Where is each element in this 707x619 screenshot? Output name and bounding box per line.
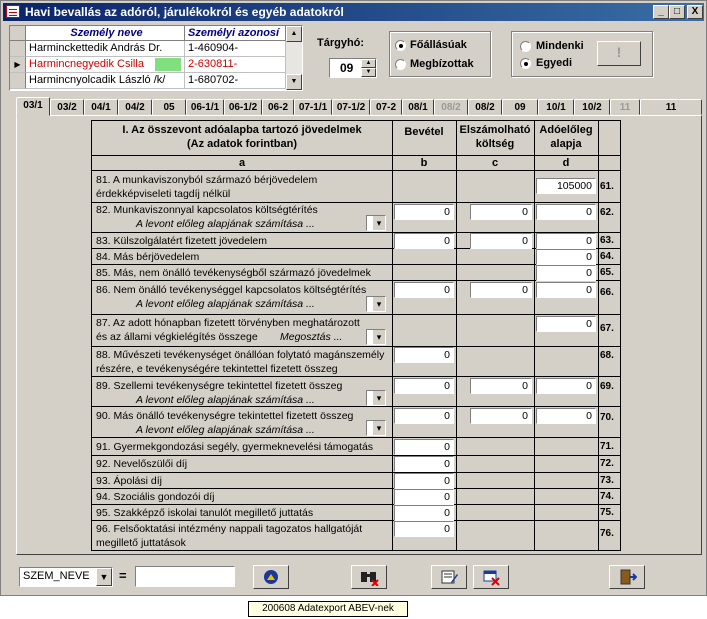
grid-line bbox=[456, 121, 457, 550]
grid-line bbox=[92, 520, 620, 521]
contractors-label[interactable]: Megbízottak bbox=[410, 58, 474, 70]
row-90-label bbox=[96, 409, 392, 437]
binoculars-icon bbox=[358, 568, 380, 586]
grid-line bbox=[92, 170, 620, 171]
row-84-label: 84. Más bérjövedelem bbox=[96, 251, 200, 263]
row-89-income-input[interactable]: 0 bbox=[394, 378, 454, 394]
info-button[interactable]: ! bbox=[597, 41, 641, 66]
row-89-tax-base-input[interactable]: 0 bbox=[536, 378, 596, 394]
chevron-down-icon[interactable]: ▼ bbox=[96, 568, 112, 586]
tab-05[interactable]: 05 bbox=[152, 99, 186, 115]
fulltime-radio[interactable] bbox=[395, 40, 406, 51]
col-letter-b: b bbox=[420, 157, 428, 169]
tab-11-disabled: 11 bbox=[610, 99, 640, 115]
row-83-label: 83. Külszolgálatért fizetett jövedelem bbox=[96, 235, 268, 247]
row-89-sub: A levont előleg alapjának számítása ... bbox=[136, 394, 315, 406]
col-letter-c: c bbox=[491, 157, 499, 169]
scroll-down-button[interactable]: ▼ bbox=[286, 74, 302, 90]
row-indicator bbox=[10, 73, 26, 89]
row-94-number: 74. bbox=[600, 491, 614, 502]
mode-group bbox=[389, 31, 491, 77]
row-84-tax-base-input[interactable]: 0 bbox=[536, 249, 596, 265]
row-89-title: 89. Szellemi tevékenységre tekintettel fizetett összeg bbox=[96, 380, 343, 392]
scroll-up-button[interactable]: ▲ bbox=[286, 26, 302, 42]
row-91-label: 91. Gyermekgondozási segély, gyermeknevelési támogatás bbox=[96, 441, 374, 453]
person-grid[interactable] bbox=[9, 25, 303, 91]
individual-radio[interactable] bbox=[520, 58, 531, 69]
row-86-tax-base-input[interactable]: 0 bbox=[536, 282, 596, 298]
period-label: Tárgyhó: bbox=[317, 37, 365, 49]
row-90-number: 70. bbox=[600, 412, 614, 423]
tab-03-1[interactable]: 03/1 bbox=[16, 97, 50, 116]
person-name-cell[interactable]: Harminckettedik András Dr. bbox=[26, 41, 185, 57]
everyone-radio[interactable] bbox=[520, 41, 531, 52]
row-93-number: 73. bbox=[600, 475, 614, 486]
grid-line bbox=[92, 346, 620, 347]
row-83-number: 63. bbox=[600, 235, 614, 246]
edit-cursor-block bbox=[155, 58, 181, 71]
row-87-split-combo[interactable] bbox=[366, 329, 386, 345]
row-82-calc-combo[interactable] bbox=[366, 215, 386, 231]
row-81-label: 81. A munkaviszonyból származó bérjövedelem érdekképviseleti tagdíj nélkül bbox=[96, 174, 318, 200]
row-83-income-input[interactable]: 0 bbox=[394, 233, 454, 249]
period-down-button[interactable]: ▼ bbox=[361, 68, 376, 77]
contractors-radio[interactable] bbox=[395, 59, 406, 70]
tab-07-1-1[interactable]: 07-1/1 bbox=[294, 99, 332, 115]
row-96-number: 76. bbox=[600, 528, 614, 539]
section-title: I. Az összevont adóalapba tartozó jövedelmek bbox=[122, 124, 362, 136]
row-93-income-input[interactable]: 0 bbox=[394, 473, 454, 489]
row-82-cost-input[interactable]: 0 bbox=[470, 204, 532, 220]
row-90-calc-combo[interactable] bbox=[366, 420, 386, 436]
search-go-icon bbox=[261, 568, 281, 586]
search-value-input[interactable] bbox=[135, 566, 235, 587]
person-id-cell[interactable]: 1-680702- bbox=[185, 73, 286, 89]
row-85-label: 85. Más, nem önálló tevékenységből származó jövedelmek bbox=[96, 267, 371, 279]
grid-line bbox=[92, 376, 620, 377]
window-title: Havi bevallás az adóról, járulékokról és egyéb adatokról bbox=[25, 5, 344, 19]
row-92-label: 92. Nevelőszülői díj bbox=[96, 458, 188, 470]
tab-08-2[interactable]: 08/2 bbox=[468, 99, 502, 115]
row-90-income-input[interactable]: 0 bbox=[394, 408, 454, 424]
app-icon bbox=[6, 5, 20, 18]
row-92-income-input[interactable]: 0 bbox=[394, 456, 454, 472]
row-89-calc-combo[interactable] bbox=[366, 390, 386, 406]
person-name-cell-selected[interactable] bbox=[26, 57, 185, 73]
delete-record-icon bbox=[481, 568, 501, 586]
row-86-title: 86. Nem önálló tevékenységgel kapcsolatos költségtérítés bbox=[96, 284, 367, 296]
person-name-selected-text: Harmincnegyedik Csilla bbox=[29, 57, 155, 73]
field-select-value: SZEM_NEVE bbox=[23, 570, 90, 582]
tab-06-2[interactable]: 06-2 bbox=[262, 99, 294, 115]
person-id-cell-selected[interactable]: 2-630811- bbox=[185, 57, 286, 73]
row-87-tax-base-input[interactable]: 0 bbox=[536, 316, 596, 332]
row-94-income-input[interactable]: 0 bbox=[394, 489, 454, 505]
current-row-indicator: ▶ bbox=[10, 57, 26, 73]
row-89-cost-input[interactable]: 0 bbox=[470, 378, 532, 394]
col-letter-a: a bbox=[238, 157, 246, 169]
row-86-label bbox=[96, 283, 392, 311]
col-header-costs: Elszámolható költség bbox=[459, 124, 531, 150]
row-83-cost-input[interactable]: 0 bbox=[470, 233, 532, 249]
title-bar bbox=[3, 3, 704, 21]
col-header-income: Bevétel bbox=[404, 126, 444, 138]
row-88-income-input[interactable]: 0 bbox=[394, 347, 454, 363]
fulltime-label[interactable]: Főállásúak bbox=[410, 39, 467, 51]
row-82-label bbox=[96, 203, 392, 231]
row-94-label: 94. Szociális gondozói díj bbox=[96, 491, 215, 503]
row-87-number: 67. bbox=[600, 323, 614, 334]
section-subtitle: (Az adatok forintban) bbox=[187, 138, 297, 150]
row-85-tax-base-input[interactable]: 0 bbox=[536, 265, 596, 281]
row-92-number: 72. bbox=[600, 458, 614, 469]
grid-line bbox=[534, 121, 535, 550]
row-86-number: 66. bbox=[600, 287, 614, 298]
tab-09[interactable]: 09 bbox=[502, 99, 538, 115]
row-86-calc-combo[interactable] bbox=[366, 296, 386, 312]
grid-line bbox=[92, 455, 620, 456]
row-88-label: 88. Művészeti tevékenységet önállóan folytató magánszemély részére, e tevékenységére tekintettel fizetett összeg bbox=[96, 349, 385, 375]
row-81-number: 61. bbox=[600, 181, 614, 192]
edit-button[interactable] bbox=[431, 565, 467, 589]
row-87-sub: Megosztás ... bbox=[280, 331, 343, 343]
row-93-label: 93. Ápolási díj bbox=[96, 475, 162, 487]
grid-line bbox=[92, 504, 620, 505]
person-id-cell[interactable]: 1-460904- bbox=[185, 41, 286, 57]
grid-line bbox=[92, 472, 620, 473]
tab-04-2[interactable]: 04/2 bbox=[118, 99, 152, 115]
row-89-number: 69. bbox=[600, 381, 614, 392]
period-value[interactable]: 09 bbox=[340, 61, 354, 75]
tab-08-2-disabled: 08/2 bbox=[434, 99, 468, 115]
row-86-cost-input[interactable]: 0 bbox=[470, 282, 532, 298]
row-indicator bbox=[10, 41, 26, 57]
grid-line bbox=[392, 121, 393, 550]
col-header-tax-base: Adóelőleg alapja bbox=[539, 124, 593, 150]
minimize-button[interactable]: _ bbox=[653, 5, 669, 19]
row-96-label: 96. Felsőoktatási intézmény nappali tagozatos hallgatóját megillető juttatások bbox=[96, 523, 363, 549]
row-82-title: 82. Munkaviszonnyal kapcsolatos költségtérítés bbox=[96, 204, 318, 216]
maximize-button[interactable]: □ bbox=[669, 5, 685, 19]
tab-03-2[interactable]: 03/2 bbox=[50, 99, 84, 115]
row-83-tax-base-input[interactable]: 0 bbox=[536, 233, 596, 249]
row-90-tax-base-input[interactable]: 0 bbox=[536, 408, 596, 424]
row-91-income-input[interactable]: 0 bbox=[394, 439, 454, 455]
equals-sign: = bbox=[119, 568, 127, 583]
tab-10-1[interactable]: 10/1 bbox=[538, 99, 574, 115]
row-95-income-input[interactable]: 0 bbox=[394, 505, 454, 521]
edit-form-icon bbox=[439, 568, 459, 586]
row-95-number: 75. bbox=[600, 507, 614, 518]
row-96-income-input[interactable]: 0 bbox=[394, 521, 454, 537]
row-86-sub: A levont előleg alapjának számítása ... bbox=[136, 298, 315, 310]
tab-11[interactable]: 11 bbox=[640, 99, 702, 115]
grid-corner bbox=[10, 26, 26, 41]
period-spinner[interactable] bbox=[329, 58, 377, 78]
row-90-title: 90. Más önálló tevékenységre tekintettel fizetett összeg bbox=[96, 410, 354, 422]
row-81-tax-base-input[interactable]: 105000 bbox=[536, 178, 596, 194]
grid-line bbox=[598, 121, 599, 550]
tab-06-1-1[interactable]: 06-1/1 bbox=[186, 99, 224, 115]
tab-08-1[interactable]: 08/1 bbox=[402, 99, 434, 115]
income-form-table bbox=[91, 120, 621, 551]
row-85-number: 65. bbox=[600, 267, 614, 278]
grid-line bbox=[92, 437, 620, 438]
find-button[interactable] bbox=[351, 565, 387, 589]
close-button[interactable]: X bbox=[687, 5, 703, 19]
person-name-cell[interactable]: Harmincnyolcadik László /k/ bbox=[26, 73, 185, 89]
delete-button[interactable] bbox=[473, 565, 509, 589]
individual-label[interactable]: Egyedi bbox=[536, 57, 573, 69]
everyone-label[interactable]: Mindenki bbox=[536, 40, 584, 52]
row-91-number: 71. bbox=[600, 441, 614, 452]
col-header-name[interactable]: Személy neve bbox=[26, 26, 185, 41]
row-89-label bbox=[96, 379, 392, 407]
exit-door-icon bbox=[617, 568, 637, 586]
row-84-number: 64. bbox=[600, 251, 614, 262]
tab-06-1-2[interactable]: 06-1/2 bbox=[224, 99, 262, 115]
tab-10-2[interactable]: 10/2 bbox=[574, 99, 610, 115]
row-82-number: 62. bbox=[600, 207, 614, 218]
grid-line bbox=[92, 488, 620, 489]
row-90-sub: A levont előleg alapjának számítása ... bbox=[136, 424, 315, 436]
row-82-tax-base-input[interactable]: 0 bbox=[536, 204, 596, 220]
row-86-income-input[interactable]: 0 bbox=[394, 282, 454, 298]
row-82-sub: A levont előleg alapjának számítása ... bbox=[136, 218, 315, 230]
row-90-cost-input[interactable]: 0 bbox=[470, 408, 532, 424]
tab-strip bbox=[16, 97, 702, 115]
period-up-button[interactable]: ▲ bbox=[361, 59, 376, 68]
col-header-id[interactable]: Személyi azonosí bbox=[185, 26, 286, 41]
field-select[interactable] bbox=[19, 567, 113, 587]
row-87-label: 87. Az adott hónapban fizetett törvényben meghatározott és az állami végkielégítés összege bbox=[96, 317, 360, 343]
search-button[interactable] bbox=[253, 565, 289, 589]
row-88-number: 68. bbox=[600, 350, 614, 361]
tab-07-2[interactable]: 07-2 bbox=[370, 99, 402, 115]
grid-scrollbar[interactable] bbox=[286, 26, 302, 90]
row-95-label: 95. Szakképző iskolai tanulót megillető juttatás bbox=[96, 507, 314, 519]
tab-07-1-2[interactable]: 07-1/2 bbox=[332, 99, 370, 115]
exit-button[interactable] bbox=[609, 565, 645, 589]
grid-line bbox=[92, 314, 620, 315]
export-tooltip: 200608 Adatexport ABEV-nek bbox=[248, 601, 408, 617]
row-82-income-input[interactable]: 0 bbox=[394, 204, 454, 220]
tab-04-1[interactable]: 04/1 bbox=[84, 99, 118, 115]
col-letter-d: d bbox=[562, 157, 570, 169]
